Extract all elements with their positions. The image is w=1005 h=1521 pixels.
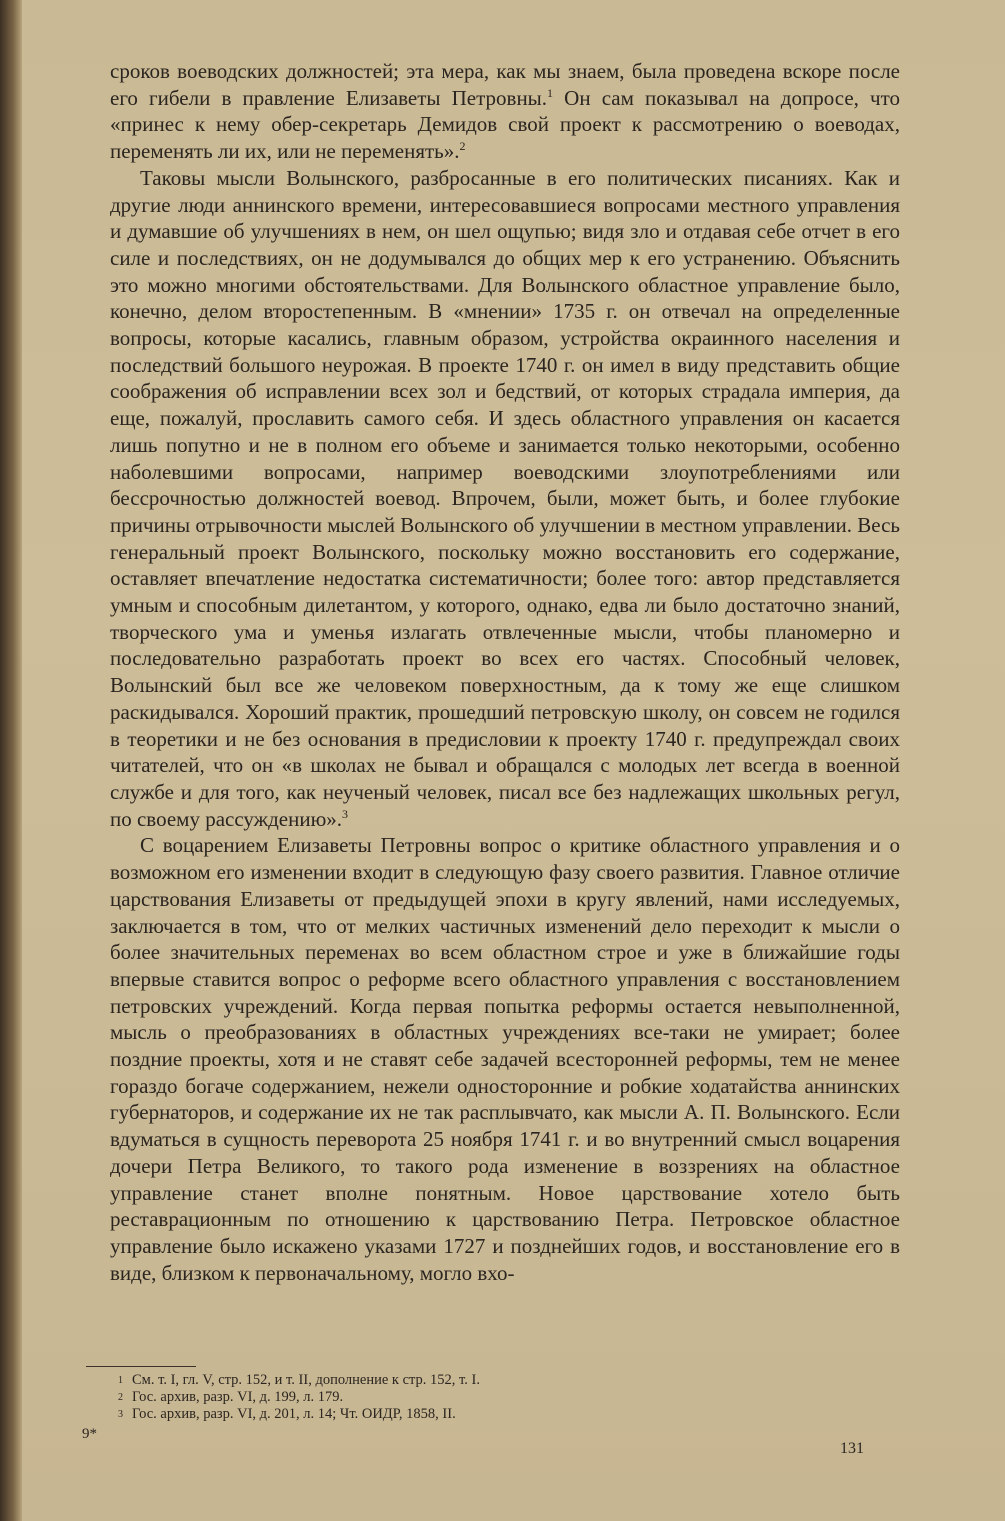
- footnote-3-text: Гос. архив, разр. VI, д. 201, л. 14; Чт. ОИДР, 1858, II.: [132, 1406, 456, 1422]
- footnote-2-number: 2: [118, 1392, 123, 1403]
- paragraph-1-tail: Он сам показывал на допросе, что «принес к нему обер-секретарь Демидов свой проект к рассмотрению о воеводах, переменять ли их, или не переменять».: [110, 85, 900, 164]
- book-page: [22, 0, 1005, 1521]
- printer-signature-mark: 9*: [82, 1426, 97, 1442]
- footnote-3-number: 3: [118, 1409, 123, 1420]
- footnote-mark-3: 3: [342, 806, 349, 821]
- paragraph-2-text: Таковы мысли Волынского, разбросанные в его политических писаниях. Как и другие люди аннинского времени, интересовавшиеся вопросами местного управления и думавшие об улучшениях в нем, он шел ощупью; видя зло и отдавая себе отчет в его силе и последствиях, он не додумывался до общих мер к его устранению. Объяснить это можно многими обстоятельствами. Для Волынского областное управление было, конечно, делом второстепенным. В «мнении» 1735 г. он отвечал на определенные вопросы, которые касались, главным образом, устройства окраинного населения и последствий большого неурожая. В проекте 1740 г. он имел в виду представить общие соображения об исправлении всех зол и бедствий, от которых страдала империя, да еще, пожалуй, прославить самого себя. И здесь областного управления он касается лишь попутно и не в полном его объеме и занимается только некоторыми, особенно наболевшими вопросами, например воеводскими злоупотреблениями или бессрочностью должностей воевод. Впрочем, были, может быть, и более глубокие причины отрывочности мыслей Волынского об улучшении в местном управлении. Весь генеральный проект Волынского, поскольку можно восстановить его содержание, оставляет впечатление недостатка систематичности; более того: автор представляется умным и способным дилетантом, у которого, однако, едва ли было достаточно знаний, творческого ума и уменья излагать отвлеченные мысли, чтобы планомерно и последовательно разработать проект во всех его частях. Способный человек, Волынский был все же человеком поверхностным, да к тому же еще слишком раскидывался. Хороший практик, прошедший петровскую школу, он совсем не годился в теоретики и не без основания в предисловии к проекту 1740 г. предупреждал своих читателей, что он «в школах не бывал и обращался с молодых лет всегда в военной службе и для того, как неученый человек, писал все без надлежащих школьных регул, по своему рассуждению».: [110, 165, 900, 831]
- page-number: 131: [840, 1440, 864, 1457]
- paragraph-1: [110, 58, 900, 165]
- footnote-3: [118, 1406, 878, 1423]
- book-spine-shadow: [0, 0, 22, 1521]
- footnotes: [118, 1372, 878, 1423]
- footnote-2: [118, 1389, 878, 1406]
- footnote-1: [118, 1372, 878, 1389]
- footnote-2-text: Гос. архив, разр. VI, д. 199, л. 179.: [132, 1389, 344, 1405]
- paragraph-3: С воцарением Елизаветы Петровны вопрос о критике областного управления и о возможном его изменении входит в следующую фазу своего развития. Главное отличие царствования Елизаветы от предыдущей эпохи в кругу явлений, нами исследуемых, заключается в том, что от мелких частичных изменений дело переходит к мысли о более значительных переменах во всем областном строе и уже в ближайшие годы впервые ставится вопрос о реформе всего областного управления с восстановлением петровских учреждений. Когда первая попытка реформы остается невыполненной, мысль о преобразованиях в областных учреждениях все-таки не умирает; более поздние проекты, хотя и не ставят себе задачей всесторонней реформы, тем не менее гораздо богаче содержанием, нежели односторонние и робкие ходатайства аннинских губернаторов, и содержание их не так расплывчато, как мысли А. П. Волынского. Если вдуматься в сущность переворота 25 ноября 1741 г. и во внутренний смысл воцарения дочери Петра Великого, то такого рода изменение в воззрениях на областное управление станет вполне понятным. Новое царствование хотело быть реставрационным по отношению к царствованию Петра. Петровское областное управление было искажено указами 1727 и позднейших годов, и восстановление его в виде, близком к первоначальному, могло вхо-: [110, 833, 900, 1285]
- footnote-rule: [86, 1366, 196, 1367]
- paragraph-1-text: сроков воеводских должностей; эта мера, как мы знаем, была проведена вскоре после его гибели в правление Елизаветы Петровны.: [110, 59, 900, 110]
- paragraph-2: [110, 165, 900, 833]
- footnote-1-text: См. т. I, гл. V, стр. 152, и т. II, дополнение к стр. 152, т. I.: [132, 1372, 480, 1388]
- footnote-mark-1: 1: [547, 85, 554, 100]
- footnote-mark-2: 2: [459, 139, 466, 154]
- footnote-1-number: 1: [118, 1375, 123, 1386]
- main-text: [110, 58, 900, 1286]
